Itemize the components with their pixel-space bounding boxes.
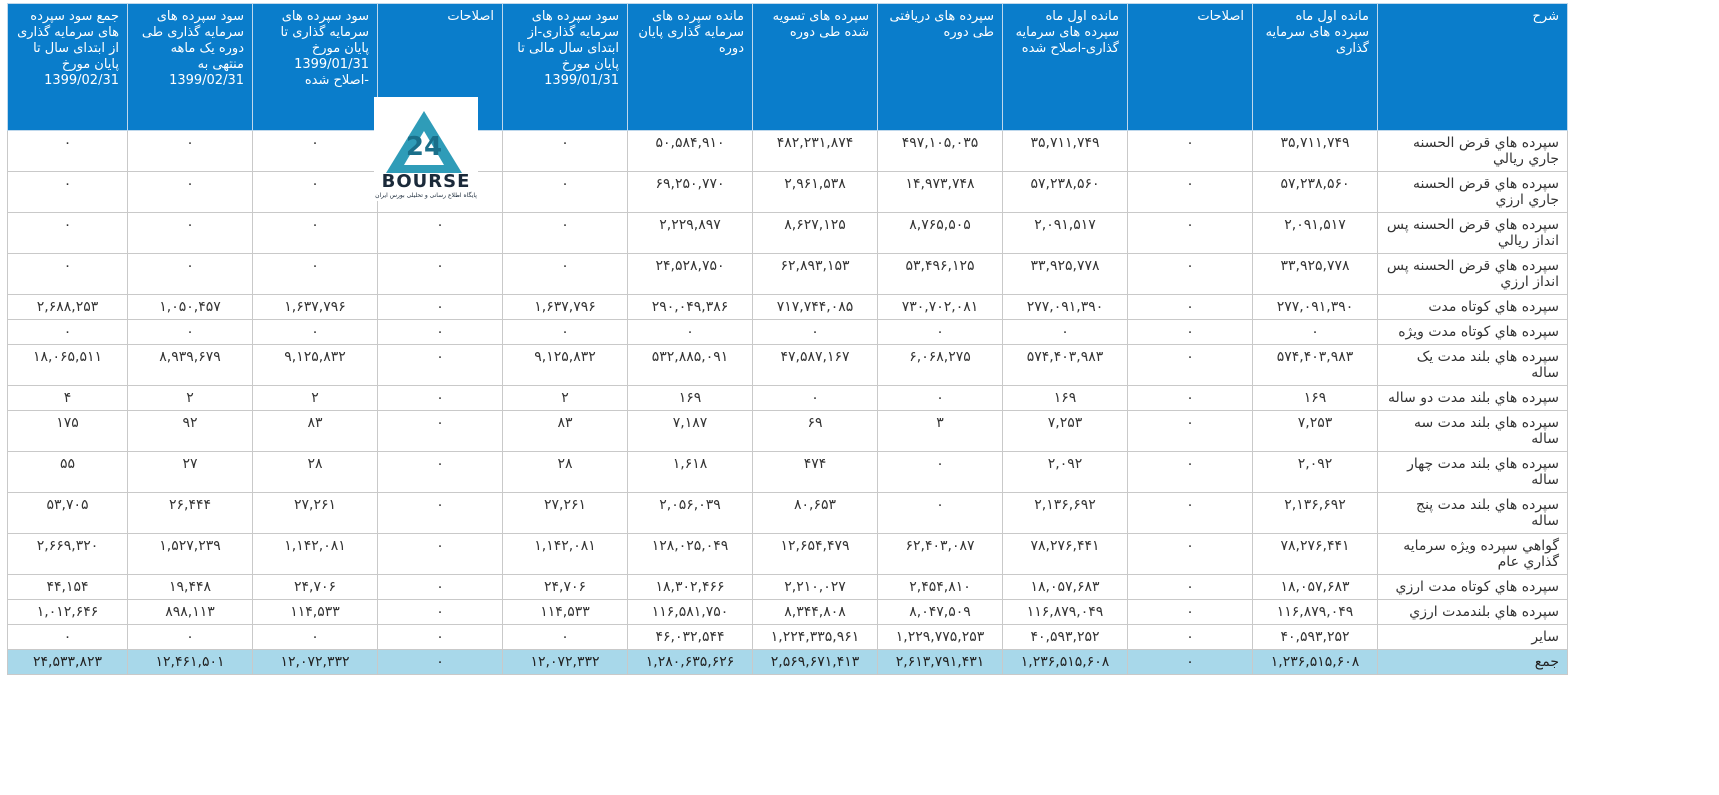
table-cell: ۰ [128, 254, 253, 295]
total-row [8, 650, 1568, 675]
total-cell: ۱۲,۰۷۲,۳۳۲ [253, 650, 378, 675]
table-cell: ۷۱۷,۷۴۴,۰۸۵ [753, 295, 878, 320]
table-cell: ۲۸ [253, 452, 378, 493]
table-cell: ۲,۹۶۱,۵۳۸ [753, 172, 878, 213]
table-cell: ۲,۶۸۸,۲۵۳ [8, 295, 128, 320]
table-cell: ۲۷ [128, 452, 253, 493]
table-cell: ۱۱۶,۵۸۱,۷۵۰ [628, 600, 753, 625]
table-cell: ۰ [878, 386, 1003, 411]
table-cell: ۸,۷۶۵,۵۰۵ [878, 213, 1003, 254]
table-cell: ۰ [878, 320, 1003, 345]
row-description: سپرده هاي بلند مدت پنج ساله [1378, 493, 1568, 534]
table-cell: ۱,۲۲۹,۷۷۵,۲۵۳ [878, 625, 1003, 650]
column-header: شرح [1378, 4, 1568, 131]
total-cell: ۱۲,۰۷۲,۳۳۲ [503, 650, 628, 675]
table-row [8, 254, 1568, 295]
table-row [8, 600, 1568, 625]
table-cell: ۰ [1128, 625, 1253, 650]
table-cell: ۵۷۴,۴۰۳,۹۸۳ [1003, 345, 1128, 386]
table-cell: ۸۳ [503, 411, 628, 452]
table-cell: ۵۷۴,۴۰۳,۹۸۳ [1253, 345, 1378, 386]
row-description: سپرده هاي قرض الحسنه پس انداز ريالي [1378, 213, 1568, 254]
total-cell: ۱,۲۳۶,۵۱۵,۶۰۸ [1003, 650, 1128, 675]
table-cell: ۶۲,۸۹۳,۱۵۳ [753, 254, 878, 295]
table-cell: ۱۸,۰۵۷,۶۸۳ [1003, 575, 1128, 600]
table-cell: ۲,۲۲۹,۸۹۷ [628, 213, 753, 254]
table-cell: ۰ [1253, 320, 1378, 345]
row-description: سپرده هاي بلندمدت ارزي [1378, 600, 1568, 625]
total-cell: ۱,۲۳۶,۵۱۵,۶۰۸ [1253, 650, 1378, 675]
table-cell: ۰ [378, 345, 503, 386]
table-row [8, 452, 1568, 493]
table-cell: ۳۵,۷۱۱,۷۴۹ [1003, 131, 1128, 172]
row-description: سپرده هاي بلند مدت چهار ساله [1378, 452, 1568, 493]
table-cell: ۱,۵۲۷,۲۳۹ [128, 534, 253, 575]
table-cell: ۱,۶۳۷,۷۹۶ [503, 295, 628, 320]
table-cell: ۱۷۵ [8, 411, 128, 452]
table-cell: ۲۷۷,۰۹۱,۳۹۰ [1253, 295, 1378, 320]
row-description: سپرده هاي قرض الحسنه جاري ارزي [1378, 172, 1568, 213]
table-cell: ۱۱۶,۸۷۹,۰۴۹ [1253, 600, 1378, 625]
table-cell: ۲ [253, 386, 378, 411]
table-cell: ۴۷۴ [753, 452, 878, 493]
total-cell: ۲,۶۱۳,۷۹۱,۴۳۱ [878, 650, 1003, 675]
table-cell: ۱,۰۵۰,۴۵۷ [128, 295, 253, 320]
table-cell: ۰ [628, 320, 753, 345]
table-cell: ۰ [1003, 320, 1128, 345]
table-cell: ۰ [1128, 172, 1253, 213]
table-cell: ۰ [1128, 452, 1253, 493]
table-cell: ۱۸,۳۰۲,۴۶۶ [628, 575, 753, 600]
table-cell: ۱۶۹ [1003, 386, 1128, 411]
table-row [8, 575, 1568, 600]
table-cell: ۱۹,۴۴۸ [128, 575, 253, 600]
table-cell: ۰ [378, 295, 503, 320]
table-cell: ۸۳ [253, 411, 378, 452]
table-cell: ۰ [378, 575, 503, 600]
table-cell: ۰ [503, 213, 628, 254]
table-cell: ۰ [8, 625, 128, 650]
column-header: سود سپرده های سرمایه گذاری-از ابتدای سال مالی تا پایان مورخ 1399/01/31 [503, 4, 628, 131]
table-cell: ۱۴,۹۷۳,۷۴۸ [878, 172, 1003, 213]
table-row [8, 213, 1568, 254]
table-cell: ۰ [253, 625, 378, 650]
table-cell: ۰ [1128, 493, 1253, 534]
table-cell: ۸,۶۲۷,۱۲۵ [753, 213, 878, 254]
table-cell: ۰ [253, 172, 378, 213]
bourse-24-logo [374, 97, 478, 201]
column-header: سود سپرده های سرمایه گذاری طی دوره یک ماهه منتهی به 1399/02/31 [128, 4, 253, 131]
table-cell: ۰ [8, 213, 128, 254]
table-cell: ۰ [378, 213, 503, 254]
table-cell: ۰ [8, 254, 128, 295]
table-cell: ۰ [1128, 320, 1253, 345]
deposits-table [7, 3, 1568, 675]
table-cell: ۲۴,۷۰۶ [503, 575, 628, 600]
column-header: مانده اول ماه سپرده های سرمایه گذاری-اصلاح شده [1003, 4, 1128, 131]
row-description: سپرده هاي کوتاه مدت ويژه [1378, 320, 1568, 345]
table-cell: ۰ [753, 386, 878, 411]
table-cell: ۶۹,۲۵۰,۷۷۰ [628, 172, 753, 213]
table-cell: ۷,۲۵۳ [1253, 411, 1378, 452]
table-cell: ۲۴,۵۲۸,۷۵۰ [628, 254, 753, 295]
row-description: سپرده هاي بلند مدت سه ساله [1378, 411, 1568, 452]
table-cell: ۳۵,۷۱۱,۷۴۹ [1253, 131, 1378, 172]
row-description: گواهي سپرده ويژه سرمايه گذاري عام [1378, 534, 1568, 575]
table-cell: ۵۳۲,۸۸۵,۰۹۱ [628, 345, 753, 386]
table-body [8, 131, 1568, 675]
table-cell: ۹۲ [128, 411, 253, 452]
table-cell: ۲,۰۹۱,۵۱۷ [1003, 213, 1128, 254]
table-cell: ۱,۰۱۲,۶۴۶ [8, 600, 128, 625]
table-cell: ۸,۰۴۷,۵۰۹ [878, 600, 1003, 625]
table-cell: ۲۹۰,۰۴۹,۳۸۶ [628, 295, 753, 320]
table-cell: ۶۲,۴۰۳,۰۸۷ [878, 534, 1003, 575]
table-cell: ۷,۲۵۳ [1003, 411, 1128, 452]
table-row [8, 625, 1568, 650]
column-header: مانده اول ماه سپرده های سرمایه گذاری [1253, 4, 1378, 131]
table-cell: ۰ [1128, 254, 1253, 295]
table-cell: ۰ [878, 452, 1003, 493]
row-description: سپرده هاي کوتاه مدت [1378, 295, 1568, 320]
table-cell: ۲۷۷,۰۹۱,۳۹۰ [1003, 295, 1128, 320]
table-cell: ۸,۳۴۴,۸۰۸ [753, 600, 878, 625]
table-row [8, 320, 1568, 345]
table-cell: ۵۳,۷۰۵ [8, 493, 128, 534]
table-cell: ۲,۴۵۴,۸۱۰ [878, 575, 1003, 600]
table-cell: ۱۱۴,۵۳۳ [253, 600, 378, 625]
table-cell: ۰ [878, 493, 1003, 534]
table-cell: ۲۴,۷۰۶ [253, 575, 378, 600]
table-cell: ۰ [378, 452, 503, 493]
table-cell: ۷,۱۸۷ [628, 411, 753, 452]
table-cell: ۰ [1128, 600, 1253, 625]
table-cell: ۰ [253, 320, 378, 345]
column-header: سود سپرده های سرمایه گذاری تا پایان مورخ 1399/01/31 -اصلاح شده [253, 4, 378, 131]
total-cell: ۰ [378, 650, 503, 675]
row-description: سپرده هاي کوتاه مدت ارزي [1378, 575, 1568, 600]
column-header: سپرده های دریافتی طی دوره [878, 4, 1003, 131]
table-cell: ۴۶,۰۳۲,۵۴۴ [628, 625, 753, 650]
table-cell: ۰ [253, 213, 378, 254]
table-cell: ۰ [128, 172, 253, 213]
table-cell: ۰ [128, 131, 253, 172]
column-header: جمع سود سپرده های سرمایه گذاری از ابتدای سال تا پایان مورخ 1399/02/31 [8, 4, 128, 131]
table-cell: ۱۸,۰۵۷,۶۸۳ [1253, 575, 1378, 600]
table-cell: ۵۷,۲۳۸,۵۶۰ [1253, 172, 1378, 213]
table-cell: ۸,۹۳۹,۶۷۹ [128, 345, 253, 386]
table-cell: ۰ [1128, 386, 1253, 411]
table-cell: ۰ [1128, 411, 1253, 452]
table-cell: ۶,۰۶۸,۲۷۵ [878, 345, 1003, 386]
table-cell: ۱۱۶,۸۷۹,۰۴۹ [1003, 600, 1128, 625]
table-cell: ۰ [503, 131, 628, 172]
table-cell: ۵۵ [8, 452, 128, 493]
table-cell: ۴۷,۵۸۷,۱۶۷ [753, 345, 878, 386]
table-cell: ۱,۶۳۷,۷۹۶ [253, 295, 378, 320]
table-cell: ۷۳۰,۷۰۲,۰۸۱ [878, 295, 1003, 320]
table-cell: ۰ [503, 625, 628, 650]
table-cell: ۱۶۹ [628, 386, 753, 411]
table-cell: ۰ [8, 172, 128, 213]
table-cell: ۵۳,۴۹۶,۱۲۵ [878, 254, 1003, 295]
table-cell: ۰ [503, 172, 628, 213]
table-cell: ۴۸۲,۲۳۱,۸۷۴ [753, 131, 878, 172]
total-cell: ۱,۲۸۰,۶۳۵,۶۲۶ [628, 650, 753, 675]
table-cell: ۳۳,۹۲۵,۷۷۸ [1003, 254, 1128, 295]
logo-graphic [374, 97, 478, 201]
logo-digits: 24 [405, 132, 443, 162]
row-description: سپرده هاي قرض الحسنه پس انداز ارزي [1378, 254, 1568, 295]
table-cell: ۸۰,۶۵۳ [753, 493, 878, 534]
table-cell: ۰ [1128, 345, 1253, 386]
table-cell: ۲,۰۹۲ [1253, 452, 1378, 493]
table-cell: ۱,۱۴۲,۰۸۱ [253, 534, 378, 575]
table-cell: ۲۷,۲۶۱ [503, 493, 628, 534]
table-cell: ۰ [378, 600, 503, 625]
table-cell: ۳۳,۹۲۵,۷۷۸ [1253, 254, 1378, 295]
total-cell: ۱۲,۴۶۱,۵۰۱ [128, 650, 253, 675]
table-cell: ۰ [378, 625, 503, 650]
table-cell: ۲,۰۵۶,۰۳۹ [628, 493, 753, 534]
table-row [8, 345, 1568, 386]
table-row [8, 534, 1568, 575]
table-cell: ۹,۱۲۵,۸۳۲ [253, 345, 378, 386]
table-cell: ۲,۱۳۶,۶۹۲ [1003, 493, 1128, 534]
table-cell: ۲۶,۴۴۴ [128, 493, 253, 534]
table-cell: ۰ [1128, 295, 1253, 320]
table-cell: ۴ [8, 386, 128, 411]
table-cell: ۲ [503, 386, 628, 411]
logo-wordmark: BOURSE [381, 171, 471, 192]
table-cell: ۷۸,۲۷۶,۴۴۱ [1253, 534, 1378, 575]
table-cell: ۱۸,۰۶۵,۵۱۱ [8, 345, 128, 386]
table-cell: ۲,۰۹۱,۵۱۷ [1253, 213, 1378, 254]
table-cell: ۴۰,۵۹۳,۲۵۲ [1003, 625, 1128, 650]
table-cell: ۲,۰۹۲ [1003, 452, 1128, 493]
row-description: سپرده هاي بلند مدت دو ساله [1378, 386, 1568, 411]
table-cell: ۱,۲۲۴,۳۳۵,۹۶۱ [753, 625, 878, 650]
header-row [8, 4, 1568, 131]
table-cell: ۴۰,۵۹۳,۲۵۲ [1253, 625, 1378, 650]
table-cell: ۰ [378, 411, 503, 452]
table-cell: ۱,۶۱۸ [628, 452, 753, 493]
total-cell: ۲,۵۶۹,۶۷۱,۴۱۳ [753, 650, 878, 675]
table-cell: ۵۷,۲۳۸,۵۶۰ [1003, 172, 1128, 213]
table-cell: ۶۹ [753, 411, 878, 452]
table-cell: ۰ [378, 320, 503, 345]
table-cell: ۲۷,۲۶۱ [253, 493, 378, 534]
table-row [8, 131, 1568, 172]
table-row [8, 386, 1568, 411]
column-header: مانده سپرده های سرمایه گذاری پایان دوره [628, 4, 753, 131]
table-cell: ۰ [1128, 575, 1253, 600]
table-cell: ۰ [253, 131, 378, 172]
row-description: سپرده هاي قرض الحسنه جاري ريالي [1378, 131, 1568, 172]
table-cell: ۱۲۸,۰۲۵,۰۴۹ [628, 534, 753, 575]
table-cell: ۲,۶۶۹,۳۲۰ [8, 534, 128, 575]
table-cell: ۰ [378, 386, 503, 411]
table-row [8, 411, 1568, 452]
table-cell: ۲ [128, 386, 253, 411]
table-cell: ۹,۱۲۵,۸۳۲ [503, 345, 628, 386]
table-cell: ۳ [878, 411, 1003, 452]
table-cell: ۰ [253, 254, 378, 295]
total-cell: ۰ [1128, 650, 1253, 675]
table-cell: ۱,۱۴۲,۰۸۱ [503, 534, 628, 575]
table-cell: ۰ [503, 320, 628, 345]
table-cell: ۰ [1128, 213, 1253, 254]
table-cell: ۰ [8, 320, 128, 345]
column-header: اصلاحات [1128, 4, 1253, 131]
table-cell: ۴۹۷,۱۰۵,۰۳۵ [878, 131, 1003, 172]
logo-tagline: پایگاه اطلاع رسانی و تحلیلی بورس ایران [375, 192, 477, 199]
table-cell: ۴۴,۱۵۴ [8, 575, 128, 600]
table-cell: ۰ [503, 254, 628, 295]
total-cell: ۲۴,۵۳۳,۸۲۳ [8, 650, 128, 675]
total-label: جمع [1378, 650, 1568, 675]
table-cell: ۰ [378, 493, 503, 534]
table-cell: ۷۸,۲۷۶,۴۴۱ [1003, 534, 1128, 575]
table-row [8, 172, 1568, 213]
table-cell: ۰ [8, 131, 128, 172]
table-cell: ۸۹۸,۱۱۳ [128, 600, 253, 625]
table-cell: ۰ [753, 320, 878, 345]
table-cell: ۲۸ [503, 452, 628, 493]
table-row [8, 295, 1568, 320]
row-description: ساير [1378, 625, 1568, 650]
table-cell: ۰ [378, 254, 503, 295]
column-header: سپرده های تسویه شده طی دوره [753, 4, 878, 131]
table-cell: ۵۰,۵۸۴,۹۱۰ [628, 131, 753, 172]
table-cell: ۰ [128, 625, 253, 650]
column-header: اصلاحات [378, 4, 503, 131]
table-cell: ۲,۲۱۰,۰۲۷ [753, 575, 878, 600]
table-cell: ۰ [378, 534, 503, 575]
table-cell: ۱۲,۶۵۴,۴۷۹ [753, 534, 878, 575]
table-cell: ۱۶۹ [1253, 386, 1378, 411]
table-cell: ۲,۱۳۶,۶۹۲ [1253, 493, 1378, 534]
table-cell: ۰ [128, 320, 253, 345]
row-description: سپرده هاي بلند مدت يک ساله [1378, 345, 1568, 386]
table-cell: ۰ [1128, 534, 1253, 575]
table-cell: ۱۱۴,۵۳۳ [503, 600, 628, 625]
table-row [8, 493, 1568, 534]
table-cell: ۰ [1128, 131, 1253, 172]
table-cell: ۰ [128, 213, 253, 254]
